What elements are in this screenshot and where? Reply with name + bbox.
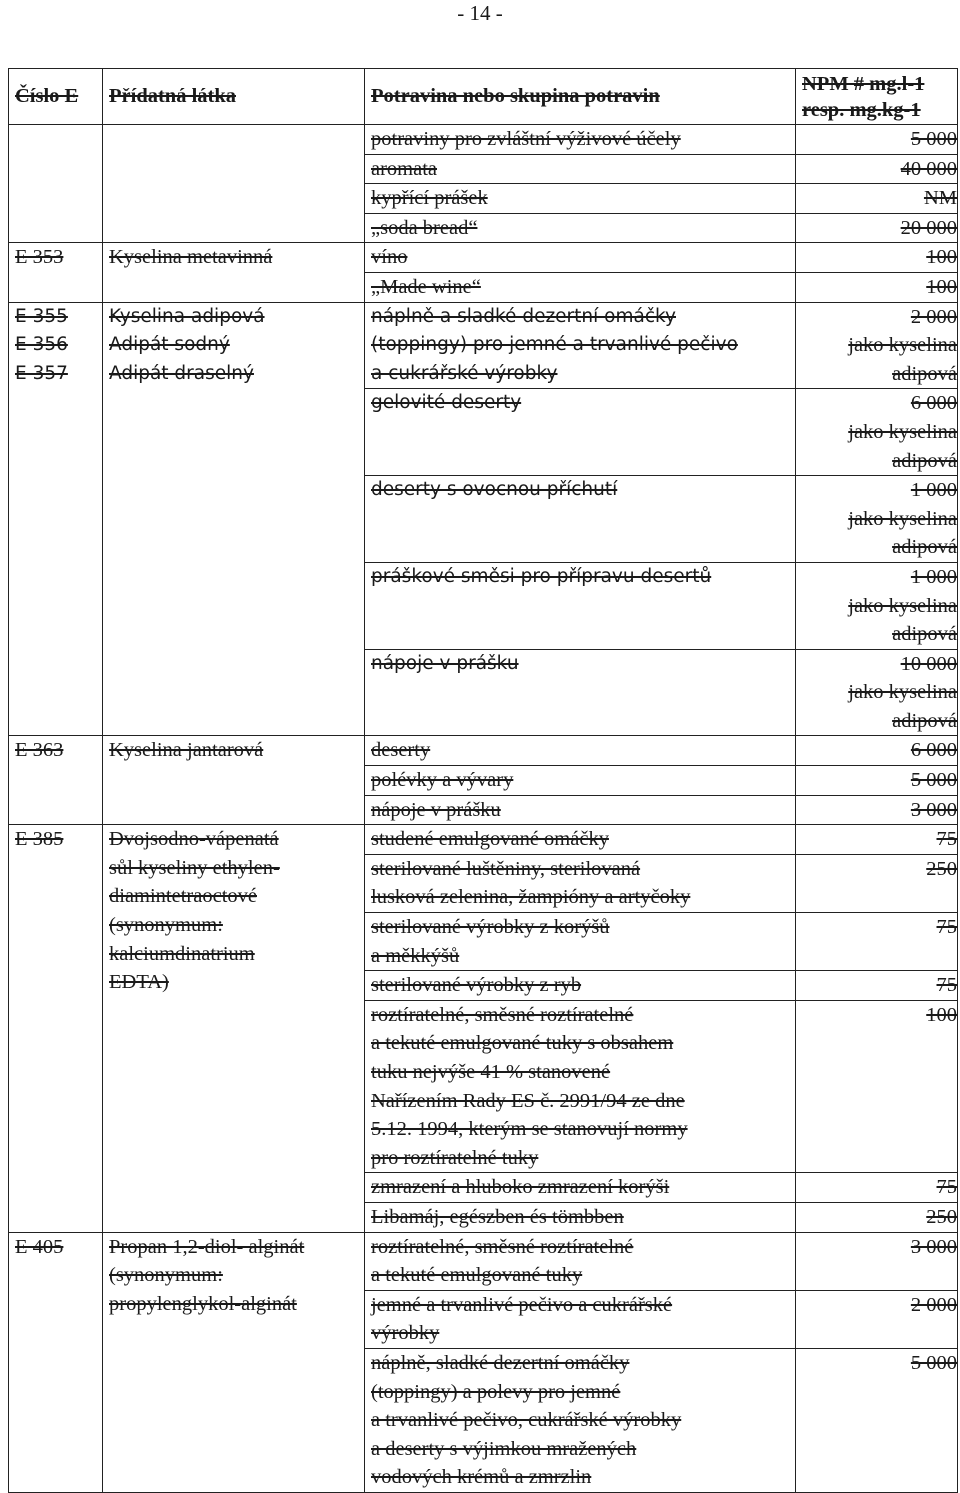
food-text: potraviny pro zvláštní výživové účely xyxy=(371,128,681,150)
food-text: vodových krémů a zmrzlin xyxy=(371,1466,592,1489)
table-row xyxy=(9,125,958,155)
food-cell xyxy=(365,562,796,649)
food-text: aromata xyxy=(371,157,438,180)
npm-value: 2 000 xyxy=(910,1293,957,1316)
npm-value-cell xyxy=(796,562,958,649)
npm-value-cell xyxy=(796,1000,958,1173)
npm-value: 5 000 xyxy=(910,769,957,792)
npm-value-cell xyxy=(796,1232,958,1290)
npm-value: 5 000 xyxy=(910,128,957,150)
table-row xyxy=(9,1232,958,1290)
food-cell xyxy=(365,302,796,389)
food-cell xyxy=(365,389,796,476)
food-text: studené emulgované omáčky xyxy=(371,828,609,851)
npm-value: 1 000 xyxy=(910,479,957,502)
food-text: kypřící prášek xyxy=(371,187,488,210)
npm-value: 3 000 xyxy=(910,1235,957,1258)
food-text: (toppingy) pro jemné a trvanlivé pečivo xyxy=(371,334,738,356)
npm-value-cell xyxy=(796,154,958,184)
table-row xyxy=(9,825,958,855)
npm-value: 75 xyxy=(936,916,957,939)
food-cell xyxy=(365,125,796,155)
food-cell xyxy=(365,1173,796,1203)
additive-cell xyxy=(103,1232,365,1492)
npm-value: adipová xyxy=(892,362,957,385)
food-text: deserty xyxy=(371,739,431,762)
additive-cell xyxy=(103,243,365,302)
npm-value-cell xyxy=(796,1202,958,1232)
food-text: roztíratelné, směsné roztíratelné xyxy=(371,1235,634,1258)
additive-name: Adipát sodný xyxy=(109,334,230,356)
food-cell xyxy=(365,854,796,912)
additive-name: Adipát draselný xyxy=(109,362,254,384)
food-cell xyxy=(365,272,796,302)
e-number-cell xyxy=(9,125,103,243)
food-text: a trvanlivé pečivo, cukrářské výrobky xyxy=(371,1409,682,1432)
npm-value-cell xyxy=(796,389,958,476)
npm-value: 75 xyxy=(936,974,957,997)
npm-value: 10 000 xyxy=(900,652,957,675)
e-number: E 363 xyxy=(15,739,64,762)
npm-value-cell xyxy=(796,766,958,796)
food-cell xyxy=(365,1348,796,1492)
page-number: - 14 - xyxy=(457,1,503,25)
additive-name: Kyselina metavinná xyxy=(109,246,273,269)
food-text: „soda bread“ xyxy=(371,216,478,239)
npm-value-cell xyxy=(796,213,958,243)
e-number-cell xyxy=(9,736,103,825)
npm-value: adipová xyxy=(892,623,957,646)
food-cell xyxy=(365,736,796,766)
npm-value-cell xyxy=(796,913,958,971)
additive-cell xyxy=(103,825,365,1232)
food-text: Libamáj, egészben és tömbben xyxy=(371,1205,624,1228)
npm-value-cell xyxy=(796,971,958,1001)
food-cell xyxy=(365,476,796,563)
npm-value-cell xyxy=(796,736,958,766)
npm-value-cell xyxy=(796,243,958,273)
table-header-row xyxy=(9,69,958,125)
npm-value: 5 000 xyxy=(910,1351,957,1374)
npm-value: 250 xyxy=(926,1205,957,1228)
npm-value: 75 xyxy=(936,1176,957,1199)
food-cell xyxy=(365,971,796,1001)
npm-value-cell xyxy=(796,854,958,912)
npm-value: jako kyselina xyxy=(848,594,957,617)
npm-value-cell xyxy=(796,125,958,155)
npm-value: jako kyselina xyxy=(848,420,957,443)
npm-value-cell xyxy=(796,1173,958,1203)
food-text: jemné a trvanlivé pečivo a cukrářské xyxy=(371,1293,673,1316)
e-number-cell xyxy=(9,1232,103,1492)
food-text: 5.12. 1994, kterým se stanovují normy xyxy=(371,1118,688,1141)
npm-value: 250 xyxy=(926,857,957,880)
additive-name: EDTA) xyxy=(109,971,169,994)
npm-value: NM xyxy=(923,187,957,210)
additives-table xyxy=(8,68,958,1493)
food-text: nápoje v prášku xyxy=(371,798,501,821)
food-cell xyxy=(365,1290,796,1348)
food-cell xyxy=(365,913,796,971)
food-text: lusková zelenina, žampióny a artyčoky xyxy=(371,886,691,909)
food-cell xyxy=(365,213,796,243)
food-text: práškové směsi pro přípravu desertů xyxy=(371,565,712,587)
food-text: „Made wine“ xyxy=(371,275,481,298)
npm-value: jako kyselina xyxy=(848,681,957,704)
e-number: E 355 xyxy=(15,305,68,327)
npm-value: 6 000 xyxy=(910,392,957,415)
additive-name: (synonymum: xyxy=(109,1264,223,1287)
food-text: náplně a sladké dezertní omáčky xyxy=(371,305,676,327)
additive-name: diamintetraoctové xyxy=(109,885,257,908)
header-additive: Přídatná látka xyxy=(103,69,365,125)
header-npm-line1: NPM # mg.l-1 xyxy=(802,72,925,95)
npm-value: adipová xyxy=(892,536,957,559)
food-cell xyxy=(365,825,796,855)
additive-name: Dvojsodno-vápenatá xyxy=(109,828,279,851)
food-cell xyxy=(365,649,796,736)
npm-value: jako kyselina xyxy=(848,334,957,357)
food-cell xyxy=(365,795,796,825)
food-text: zmrazení a hluboko zmrazení korýši xyxy=(371,1176,670,1199)
food-text: víno xyxy=(371,246,408,269)
e-number-cell xyxy=(9,825,103,1232)
e-number: E 356 xyxy=(15,334,68,356)
food-text: a tekuté emulgované tuky xyxy=(371,1264,583,1287)
food-text: polévky a vývary xyxy=(371,769,514,792)
npm-value: 6 000 xyxy=(910,739,957,762)
food-text: a cukrářské výrobky xyxy=(371,362,558,384)
header-food: Potravina nebo skupina potravin xyxy=(365,69,796,125)
npm-value-cell xyxy=(796,1348,958,1492)
table-body xyxy=(9,125,958,1493)
food-text: výrobky xyxy=(371,1322,440,1345)
npm-value-cell xyxy=(796,1290,958,1348)
npm-value: 20 000 xyxy=(900,216,957,239)
additive-name: (synonymum: xyxy=(109,914,223,937)
npm-value: adipová xyxy=(892,449,957,472)
npm-value: 100 xyxy=(926,246,957,269)
npm-value-cell xyxy=(796,649,958,736)
food-text: pro roztíratelné tuky xyxy=(371,1146,539,1169)
npm-value-cell xyxy=(796,272,958,302)
npm-value: 40 000 xyxy=(900,157,957,180)
additive-name: kalciumdinatrium xyxy=(109,942,255,965)
food-text: sterilované výrobky z ryb xyxy=(371,974,582,997)
e-number: E 405 xyxy=(15,1235,64,1258)
npm-value: jako kyselina xyxy=(848,507,957,530)
additive-name: Propan 1,2-diol- alginát xyxy=(109,1235,305,1258)
e-number: E 357 xyxy=(15,362,68,384)
food-text: roztíratelné, směsné roztíratelné xyxy=(371,1003,634,1026)
food-text: nápoje v prášku xyxy=(371,652,519,674)
food-text: a měkkýšů xyxy=(371,944,460,967)
food-text: sterilované luštěniny, sterilovaná xyxy=(371,857,641,880)
food-text: a deserty s výjimkou mražených xyxy=(371,1437,637,1460)
food-text: deserty s ovocnou příchutí xyxy=(371,479,618,501)
food-text: náplně, sladké dezertní omáčky xyxy=(371,1351,630,1374)
additive-cell xyxy=(103,736,365,825)
food-text: Nařízením Rady ES č. 2991/94 ze dne xyxy=(371,1089,685,1112)
food-cell xyxy=(365,1232,796,1290)
npm-value: 2 000 xyxy=(910,305,957,328)
food-cell xyxy=(365,184,796,214)
food-cell xyxy=(365,1000,796,1173)
food-text: gelovité deserty xyxy=(371,392,522,414)
npm-value: adipová xyxy=(892,709,957,732)
additive-name: Kyselina jantarová xyxy=(109,739,264,762)
food-text: (toppingy) a polevy pro jemné xyxy=(371,1380,621,1403)
header-e-number: Číslo E xyxy=(9,69,103,125)
header-npm xyxy=(796,69,958,125)
npm-value-cell xyxy=(796,302,958,389)
npm-value: 3 000 xyxy=(910,798,957,821)
npm-value-cell xyxy=(796,184,958,214)
food-text: tuku nejvýše 41 % stanovené xyxy=(371,1061,611,1083)
e-number-cell xyxy=(9,243,103,302)
food-cell xyxy=(365,154,796,184)
npm-value-cell xyxy=(796,476,958,563)
npm-value: 100 xyxy=(926,1003,957,1026)
additive-name: propylenglykol-alginát xyxy=(109,1292,297,1315)
npm-value-cell xyxy=(796,825,958,855)
additive-cell xyxy=(103,125,365,243)
table-row xyxy=(9,243,958,273)
e-number: E 353 xyxy=(15,246,64,269)
additive-name: sůl kyseliny ethylen- xyxy=(109,856,280,879)
food-text: a tekuté emulgované tuky s obsahem xyxy=(371,1032,674,1055)
food-text: sterilované výrobky z korýšů xyxy=(371,916,610,939)
header-npm-line2: resp. mg.kg-1 xyxy=(802,98,921,121)
e-number-cell xyxy=(9,302,103,736)
food-cell xyxy=(365,243,796,273)
food-cell xyxy=(365,766,796,796)
additive-name: Kyselina adipová xyxy=(109,305,265,327)
npm-value-cell xyxy=(796,795,958,825)
e-number: E 385 xyxy=(15,828,64,851)
table-row xyxy=(9,736,958,766)
food-cell xyxy=(365,1202,796,1232)
additive-cell xyxy=(103,302,365,736)
table-row xyxy=(9,302,958,389)
npm-value: 1 000 xyxy=(910,565,957,588)
npm-value: 100 xyxy=(926,275,957,298)
npm-value: 75 xyxy=(936,828,957,851)
